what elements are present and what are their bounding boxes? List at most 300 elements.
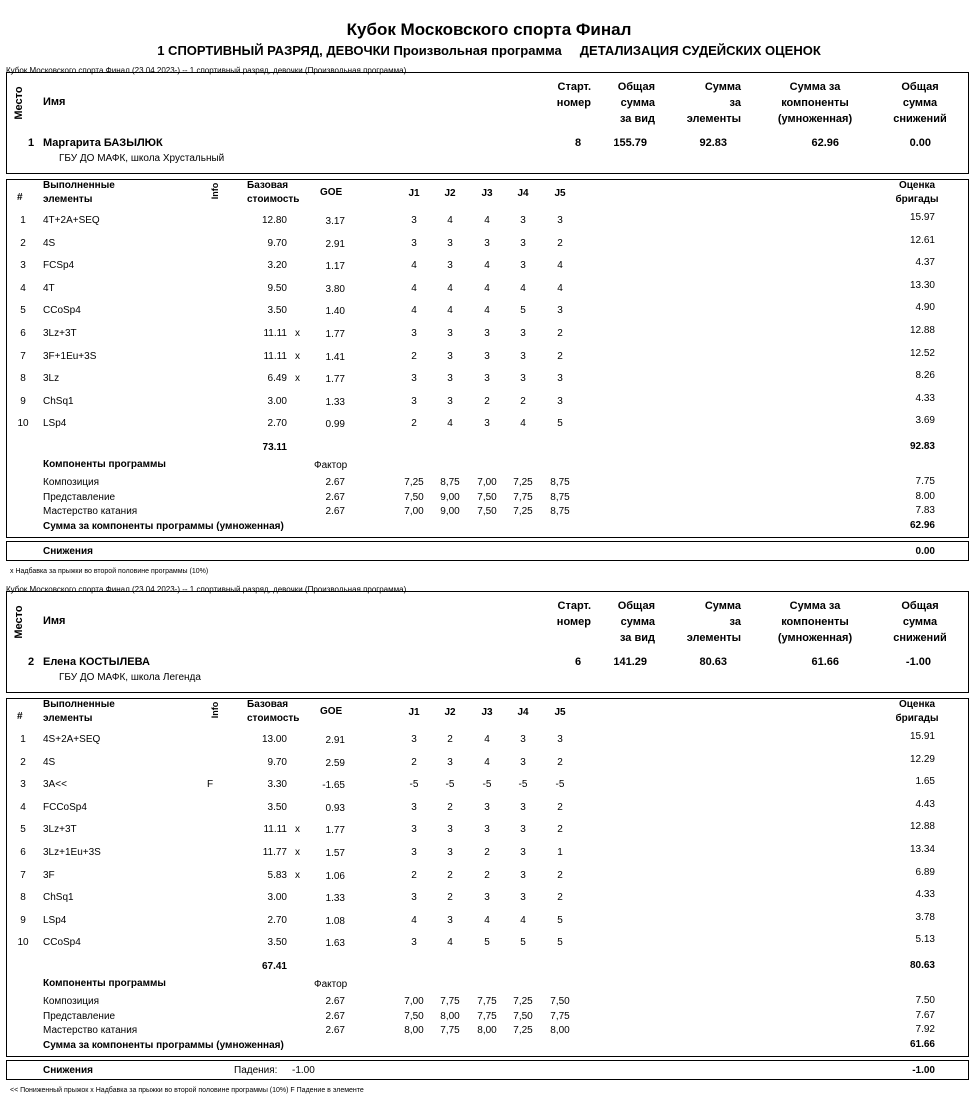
- element-goe: 1.33: [325, 396, 345, 408]
- component-judge-4: 7,25: [513, 996, 533, 1007]
- element-goe: 1.06: [325, 870, 345, 882]
- components-sum-label: Сумма за компоненты программы (умноженная): [43, 521, 284, 532]
- components-title: Компоненты программы: [43, 978, 166, 989]
- goe-header: GOE: [320, 706, 343, 717]
- component-name: Композиция: [43, 996, 100, 1007]
- element-judge-4: 3: [520, 756, 526, 768]
- skater-start-number: 8: [574, 137, 582, 149]
- element-judge-5: 2: [557, 892, 563, 904]
- element-goe: 1.33: [325, 893, 345, 905]
- element-panel-score: 4.90: [915, 302, 935, 314]
- skater-tes: 92.83: [699, 137, 727, 149]
- ded-header-3: снижений: [893, 113, 947, 125]
- element-judge-3: 4: [484, 734, 490, 745]
- skater-pcs: 61.66: [811, 656, 839, 668]
- element-judge-1: 3: [411, 847, 417, 858]
- element-judge-5: 5: [557, 418, 563, 430]
- start-header-1: Старт.: [557, 81, 591, 93]
- element-judge-5: 5: [557, 914, 563, 926]
- component-judge-3: 8,00: [477, 1025, 497, 1036]
- element-name: FCSp4: [43, 260, 75, 272]
- legend-note: << Пониженный прыжок x Надбавка за прыжки во второй половине программы (10%) F Падение в элементе: [10, 1087, 364, 1094]
- subtitle-right: ДЕТАЛИЗАЦИЯ СУДЕЙСКИХ ОЦЕНОК: [579, 43, 821, 58]
- element-judge-3: 2: [484, 395, 490, 407]
- element-judge-2: 3: [447, 824, 453, 836]
- element-judge-4: 3: [520, 237, 526, 249]
- skater-pcs: 62.96: [811, 137, 839, 149]
- element-judge-5: 2: [557, 237, 563, 249]
- element-name: 3Lz: [43, 373, 60, 385]
- element-judge-1: 4: [411, 260, 417, 272]
- falls-label: Падения:: [234, 1065, 278, 1076]
- components-sum-value: 62.96: [909, 520, 935, 531]
- component-name: Мастерство катания: [43, 1025, 138, 1036]
- element-panel-score: 12.88: [909, 821, 935, 833]
- judge-header-2: J2: [444, 707, 456, 718]
- element-judge-3: 2: [484, 847, 490, 858]
- element-judge-4: 3: [520, 260, 526, 272]
- component-judge-4: 7,25: [513, 506, 533, 517]
- element-base-value: 3.20: [267, 260, 287, 272]
- component-judge-1: 7,00: [404, 996, 424, 1007]
- element-name: FCCoSp4: [43, 801, 87, 813]
- tes-header-2: за: [729, 97, 741, 109]
- element-judge-5: 1: [557, 847, 563, 858]
- element-goe: 3.17: [325, 216, 345, 227]
- element-judge-4: 3: [520, 869, 526, 881]
- base-header-2: стоимость: [247, 194, 300, 205]
- panel-header-1: Оценка: [898, 180, 936, 191]
- judge-header-5: J5: [554, 188, 566, 199]
- element-judge-1: 3: [411, 801, 417, 813]
- skater-block: [0, 585, 978, 1103]
- element-judge-4: 3: [520, 847, 526, 858]
- base-value-total: 67.41: [261, 961, 287, 972]
- element-number: 3: [20, 260, 26, 272]
- element-name: 3A<<: [43, 779, 67, 791]
- falls-value: -1.00: [292, 1065, 315, 1076]
- exec-header-1: Выполненные: [43, 180, 115, 191]
- element-judge-4: 5: [520, 937, 526, 949]
- exec-header-2: элементы: [43, 194, 93, 205]
- element-base-value: 13.00: [261, 734, 287, 745]
- skater-deductions: 0.00: [909, 137, 931, 149]
- tes-header-1: Сумма: [704, 81, 741, 93]
- element-judge-3: 4: [484, 756, 490, 768]
- element-judge-2: 3: [447, 756, 453, 768]
- deductions-box: [6, 541, 969, 561]
- element-base-value: 11.77: [262, 847, 287, 858]
- start-header-2: номер: [556, 616, 591, 628]
- element-judge-1: 3: [411, 734, 417, 745]
- component-name: Мастерство катания: [43, 506, 138, 517]
- element-judge-2: 3: [447, 350, 453, 362]
- element-judge-3: 3: [484, 892, 490, 904]
- ded-header-2: сумма: [902, 97, 938, 109]
- elements-box: [6, 698, 969, 1057]
- element-panel-score: 3.69: [915, 415, 935, 427]
- legend-note: x Надбавка за прыжки во второй половине программы (10%): [10, 568, 209, 575]
- deductions-box: [6, 1060, 969, 1080]
- page-subtitle: [0, 43, 978, 58]
- component-judge-3: 7,75: [477, 1010, 497, 1022]
- element-name: 3Lz+3T: [43, 824, 77, 836]
- element-goe: 0.99: [325, 419, 345, 431]
- factor-header: Фактор: [314, 979, 348, 990]
- skater-start-number: 6: [574, 656, 582, 668]
- element-number: 2: [20, 237, 26, 249]
- element-base-value: 3.00: [267, 395, 287, 407]
- element-number: 9: [20, 395, 26, 407]
- element-panel-score: 12.52: [909, 347, 935, 359]
- pcs-header-1: Сумма за: [789, 600, 841, 612]
- element-goe: 1.77: [325, 825, 345, 837]
- element-judge-1: 4: [411, 305, 417, 317]
- pcs-header-2: компоненты: [781, 616, 849, 628]
- element-judge-2: 3: [447, 395, 453, 407]
- element-judge-1: 3: [411, 937, 417, 949]
- element-judge-5: 2: [557, 350, 563, 362]
- element-base-value: 3.30: [267, 779, 287, 791]
- component-judge-5: 7,50: [550, 996, 570, 1007]
- name-header: Имя: [43, 615, 66, 627]
- component-judge-3: 7,00: [477, 477, 497, 488]
- ded-header-3: снижений: [893, 632, 947, 644]
- tes-header-2: за: [729, 616, 741, 628]
- start-header-1: Старт.: [557, 600, 591, 612]
- skater-club: ГБУ ДО МАФК, школа Хрустальный: [59, 153, 225, 164]
- total-header-2: сумма: [620, 97, 655, 109]
- element-judge-1: 2: [411, 418, 417, 430]
- element-goe: 0.93: [325, 802, 345, 814]
- element-base-value: 9.70: [267, 756, 287, 768]
- element-judge-3: 4: [484, 305, 490, 317]
- element-panel-score: 13.34: [909, 844, 935, 855]
- element-judge-5: 3: [557, 734, 563, 745]
- element-judge-3: 3: [484, 801, 490, 813]
- element-judge-5: 3: [557, 373, 563, 385]
- exec-header-2: элементы: [43, 713, 93, 724]
- element-base-value: 2.70: [267, 418, 287, 430]
- base-header-1: Базовая: [247, 180, 289, 191]
- element-judge-4: 5: [520, 305, 526, 317]
- element-number: 3: [20, 779, 26, 791]
- element-panel-score: 5.13: [915, 934, 935, 946]
- element-name: CCoSp4: [43, 937, 81, 949]
- component-factor: 2.67: [325, 477, 345, 488]
- element-name: CCoSp4: [43, 305, 81, 317]
- component-factor: 2.67: [325, 506, 345, 517]
- element-goe: 1.41: [325, 351, 345, 363]
- element-judge-1: -5: [409, 779, 419, 791]
- element-name: 4T: [43, 282, 55, 294]
- judge-header-2: J2: [444, 188, 456, 199]
- component-judge-1: 7,50: [404, 1010, 424, 1022]
- element-goe: 1.77: [325, 329, 345, 340]
- judge-header-4: J4: [517, 188, 529, 199]
- component-judge-4: 7,75: [513, 491, 533, 503]
- element-judge-1: 3: [411, 395, 417, 407]
- element-base-value: 11.11: [263, 328, 287, 339]
- element-judge-5: 3: [557, 305, 563, 317]
- element-judge-3: 3: [484, 237, 490, 249]
- element-name: ChSq1: [43, 395, 74, 407]
- element-panel-score: 12.29: [909, 753, 935, 765]
- skater-club: ГБУ ДО МАФК, школа Легенда: [59, 672, 201, 683]
- element-judge-2: 4: [447, 215, 453, 226]
- element-number: 5: [20, 824, 26, 836]
- element-judge-5: 5: [557, 937, 563, 949]
- element-judge-4: 3: [520, 328, 526, 339]
- element-judge-4: 3: [520, 801, 526, 813]
- element-judge-5: 2: [557, 869, 563, 881]
- element-judge-2: 3: [447, 328, 453, 339]
- element-judge-3: 4: [484, 914, 490, 926]
- element-base-value: 11.11: [263, 350, 287, 362]
- element-number: 4: [20, 282, 26, 294]
- panel-header-2: бригады: [895, 713, 939, 724]
- skater-tes: 80.63: [699, 656, 727, 668]
- element-judge-3: 3: [484, 350, 490, 362]
- element-judge-2: 2: [447, 801, 453, 813]
- element-judge-5: 2: [557, 756, 563, 768]
- element-panel-score: 4.43: [915, 798, 935, 810]
- skater-header-box: [6, 591, 969, 693]
- component-score: 7.75: [915, 476, 935, 487]
- element-panel-score: 6.89: [915, 866, 935, 878]
- page-title: Кубок Московского спорта Финал: [346, 20, 632, 39]
- element-goe: 1.40: [325, 306, 345, 318]
- skater-name: Елена КОСТЫЛЕВА: [43, 656, 150, 668]
- element-bonus-mark: x: [295, 824, 300, 836]
- skater-caption: Кубок Московского спорта Финал (23.04.2023-) -- 1 спортивный разряд, девочки (Произвольная программа): [6, 66, 407, 75]
- element-judge-1: 3: [411, 237, 417, 249]
- element-base-value: 3.00: [267, 892, 287, 904]
- num-header: #: [17, 711, 23, 722]
- element-judge-5: 4: [557, 282, 563, 294]
- element-panel-score: 4.33: [915, 392, 935, 404]
- element-goe: -1.65: [322, 780, 345, 792]
- component-factor: 2.67: [325, 1025, 345, 1036]
- ded-header-2: сумма: [902, 616, 938, 628]
- element-base-value: 3.50: [267, 937, 287, 949]
- element-goe: 1.77: [325, 374, 345, 386]
- element-judge-3: 3: [484, 824, 490, 836]
- total-header-3: за вид: [619, 632, 655, 644]
- base-value-total: 73.11: [262, 442, 287, 453]
- total-header-1: Общая: [617, 600, 655, 612]
- element-judge-1: 2: [411, 869, 417, 881]
- element-judge-3: 4: [484, 282, 490, 294]
- element-judge-3: 3: [484, 373, 490, 385]
- element-judge-4: 4: [520, 418, 526, 430]
- element-goe: 2.91: [325, 238, 345, 250]
- element-number: 4: [20, 801, 26, 813]
- component-score: 7.50: [915, 995, 935, 1006]
- element-number: 5: [20, 305, 26, 317]
- element-info: F: [207, 779, 214, 791]
- judge-header-3: J3: [481, 188, 493, 199]
- element-panel-score: 13.30: [909, 279, 935, 291]
- component-judge-5: 8,75: [550, 491, 570, 503]
- element-judge-4: 2: [520, 395, 526, 407]
- element-name: LSp4: [43, 914, 67, 926]
- component-judge-2: 8,00: [440, 1010, 460, 1022]
- tes-header-1: Сумма: [704, 600, 741, 612]
- element-name: 3Lz+1Eu+3S: [43, 847, 101, 858]
- component-judge-1: 7,25: [404, 477, 424, 488]
- element-judge-2: 4: [447, 305, 453, 317]
- element-goe: 2.91: [325, 735, 345, 746]
- element-number: 10: [17, 418, 29, 430]
- skater-place: 1: [28, 137, 35, 149]
- deductions-label: Снижения: [43, 1065, 93, 1076]
- element-base-value: 2.70: [267, 914, 287, 926]
- components-sum-value: 61.66: [909, 1039, 935, 1050]
- element-judge-2: 3: [447, 260, 453, 272]
- tes-total: 92.83: [909, 441, 935, 452]
- component-judge-5: 8,75: [550, 506, 570, 517]
- element-judge-2: 2: [447, 869, 453, 881]
- element-panel-score: 1.65: [915, 776, 935, 788]
- skater-total-score: 141.29: [613, 656, 647, 668]
- element-base-value: 9.70: [267, 237, 287, 249]
- element-panel-score: 8.26: [915, 370, 935, 382]
- element-judge-1: 3: [411, 215, 417, 226]
- component-judge-2: 8,75: [440, 477, 460, 488]
- element-judge-2: 4: [447, 937, 453, 949]
- element-judge-4: 3: [520, 373, 526, 385]
- judge-header-1: J1: [408, 707, 420, 718]
- panel-header-2: бригады: [895, 194, 939, 205]
- element-judge-2: 2: [447, 734, 453, 745]
- judge-header-5: J5: [554, 707, 566, 718]
- element-panel-score: 4.33: [915, 889, 935, 901]
- element-bonus-mark: x: [295, 373, 300, 385]
- component-factor: 2.67: [325, 996, 345, 1007]
- place-header: Место: [13, 86, 25, 120]
- element-judge-1: 3: [411, 892, 417, 904]
- component-judge-4: 7,50: [513, 1010, 533, 1022]
- element-number: 7: [20, 869, 26, 881]
- element-number: 8: [20, 373, 26, 385]
- num-header: #: [17, 192, 23, 203]
- element-number: 1: [20, 215, 26, 226]
- element-judge-4: 3: [520, 824, 526, 836]
- skater-header-box: [6, 72, 969, 174]
- element-panel-score: 15.97: [909, 212, 935, 223]
- element-number: 2: [20, 756, 26, 768]
- element-panel-score: 15.91: [909, 731, 935, 742]
- component-judge-5: 8,75: [550, 477, 570, 488]
- elements-box: [6, 179, 969, 538]
- base-header-1: Базовая: [247, 699, 289, 710]
- total-header-1: Общая: [617, 81, 655, 93]
- element-goe: 1.57: [325, 848, 345, 859]
- element-judge-2: 3: [447, 237, 453, 249]
- component-factor: 2.67: [325, 491, 345, 503]
- element-judge-2: 4: [447, 282, 453, 294]
- element-bonus-mark: x: [295, 328, 300, 339]
- element-judge-1: 4: [411, 914, 417, 926]
- pcs-header-3: (умноженная): [777, 632, 853, 644]
- element-judge-3: 3: [484, 418, 490, 430]
- skater-name: Маргарита БАЗЫЛЮК: [43, 137, 163, 149]
- element-name: 3Lz+3T: [43, 328, 77, 339]
- element-name: 4T+2A+SEQ: [43, 215, 100, 226]
- element-number: 8: [20, 892, 26, 904]
- component-name: Представление: [43, 491, 116, 503]
- component-judge-1: 8,00: [404, 1025, 424, 1036]
- element-judge-4: 4: [520, 914, 526, 926]
- component-judge-5: 8,00: [550, 1025, 570, 1036]
- element-judge-5: 4: [557, 260, 563, 272]
- element-judge-5: 2: [557, 824, 563, 836]
- judge-header-3: J3: [481, 707, 493, 718]
- component-judge-2: 7,75: [440, 996, 460, 1007]
- element-judge-1: 2: [411, 756, 417, 768]
- component-name: Композиция: [43, 477, 100, 488]
- component-judge-4: 7,25: [513, 1025, 533, 1036]
- tes-header-3: элементы: [686, 113, 741, 125]
- element-base-value: 9.50: [267, 282, 287, 294]
- component-score: 8.00: [915, 490, 935, 502]
- component-judge-4: 7,25: [513, 477, 533, 488]
- deductions-label: Снижения: [43, 546, 93, 557]
- element-name: 3F+1Eu+3S: [43, 350, 97, 362]
- element-bonus-mark: x: [295, 869, 300, 881]
- element-judge-1: 4: [411, 282, 417, 294]
- element-judge-5: 3: [557, 215, 563, 226]
- tes-total: 80.63: [909, 960, 935, 971]
- component-name: Представление: [43, 1010, 116, 1022]
- pcs-header-3: (умноженная): [777, 113, 853, 125]
- element-judge-1: 2: [411, 350, 417, 362]
- component-judge-5: 7,75: [550, 1010, 570, 1022]
- component-judge-3: 7,50: [477, 506, 497, 517]
- element-goe: 2.59: [325, 757, 345, 769]
- element-judge-3: 3: [484, 328, 490, 339]
- component-score: 7.83: [915, 505, 935, 516]
- component-judge-2: 7,75: [440, 1025, 460, 1036]
- element-judge-3: 4: [484, 260, 490, 272]
- factor-header: Фактор: [314, 460, 348, 471]
- element-judge-5: 3: [557, 395, 563, 407]
- components-title: Компоненты программы: [43, 459, 166, 470]
- pcs-header-2: компоненты: [781, 97, 849, 109]
- element-name: LSp4: [43, 418, 67, 430]
- element-name: 4S: [43, 237, 56, 249]
- element-judge-3: -5: [482, 779, 492, 791]
- element-base-value: 6.49: [267, 373, 287, 385]
- element-judge-4: 3: [520, 734, 526, 745]
- ded-header-1: Общая: [901, 600, 939, 612]
- element-number: 9: [20, 914, 26, 926]
- element-name: 3F: [43, 869, 55, 881]
- element-name: 4S: [43, 756, 56, 768]
- element-goe: 1.08: [325, 915, 345, 927]
- element-panel-score: 3.78: [915, 911, 935, 923]
- element-judge-2: 3: [447, 847, 453, 858]
- deductions-total: 0.00: [915, 546, 935, 557]
- subtitle-left: 1 СПОРТИВНЫЙ РАЗРЯД, ДЕВОЧКИ Произвольная программа: [157, 43, 562, 58]
- element-name: ChSq1: [43, 892, 74, 904]
- element-judge-2: 3: [447, 373, 453, 385]
- element-base-value: 11.11: [263, 824, 287, 836]
- element-judge-1: 3: [411, 824, 417, 836]
- skater-total-score: 155.79: [613, 137, 647, 149]
- pcs-header-1: Сумма за: [789, 81, 841, 93]
